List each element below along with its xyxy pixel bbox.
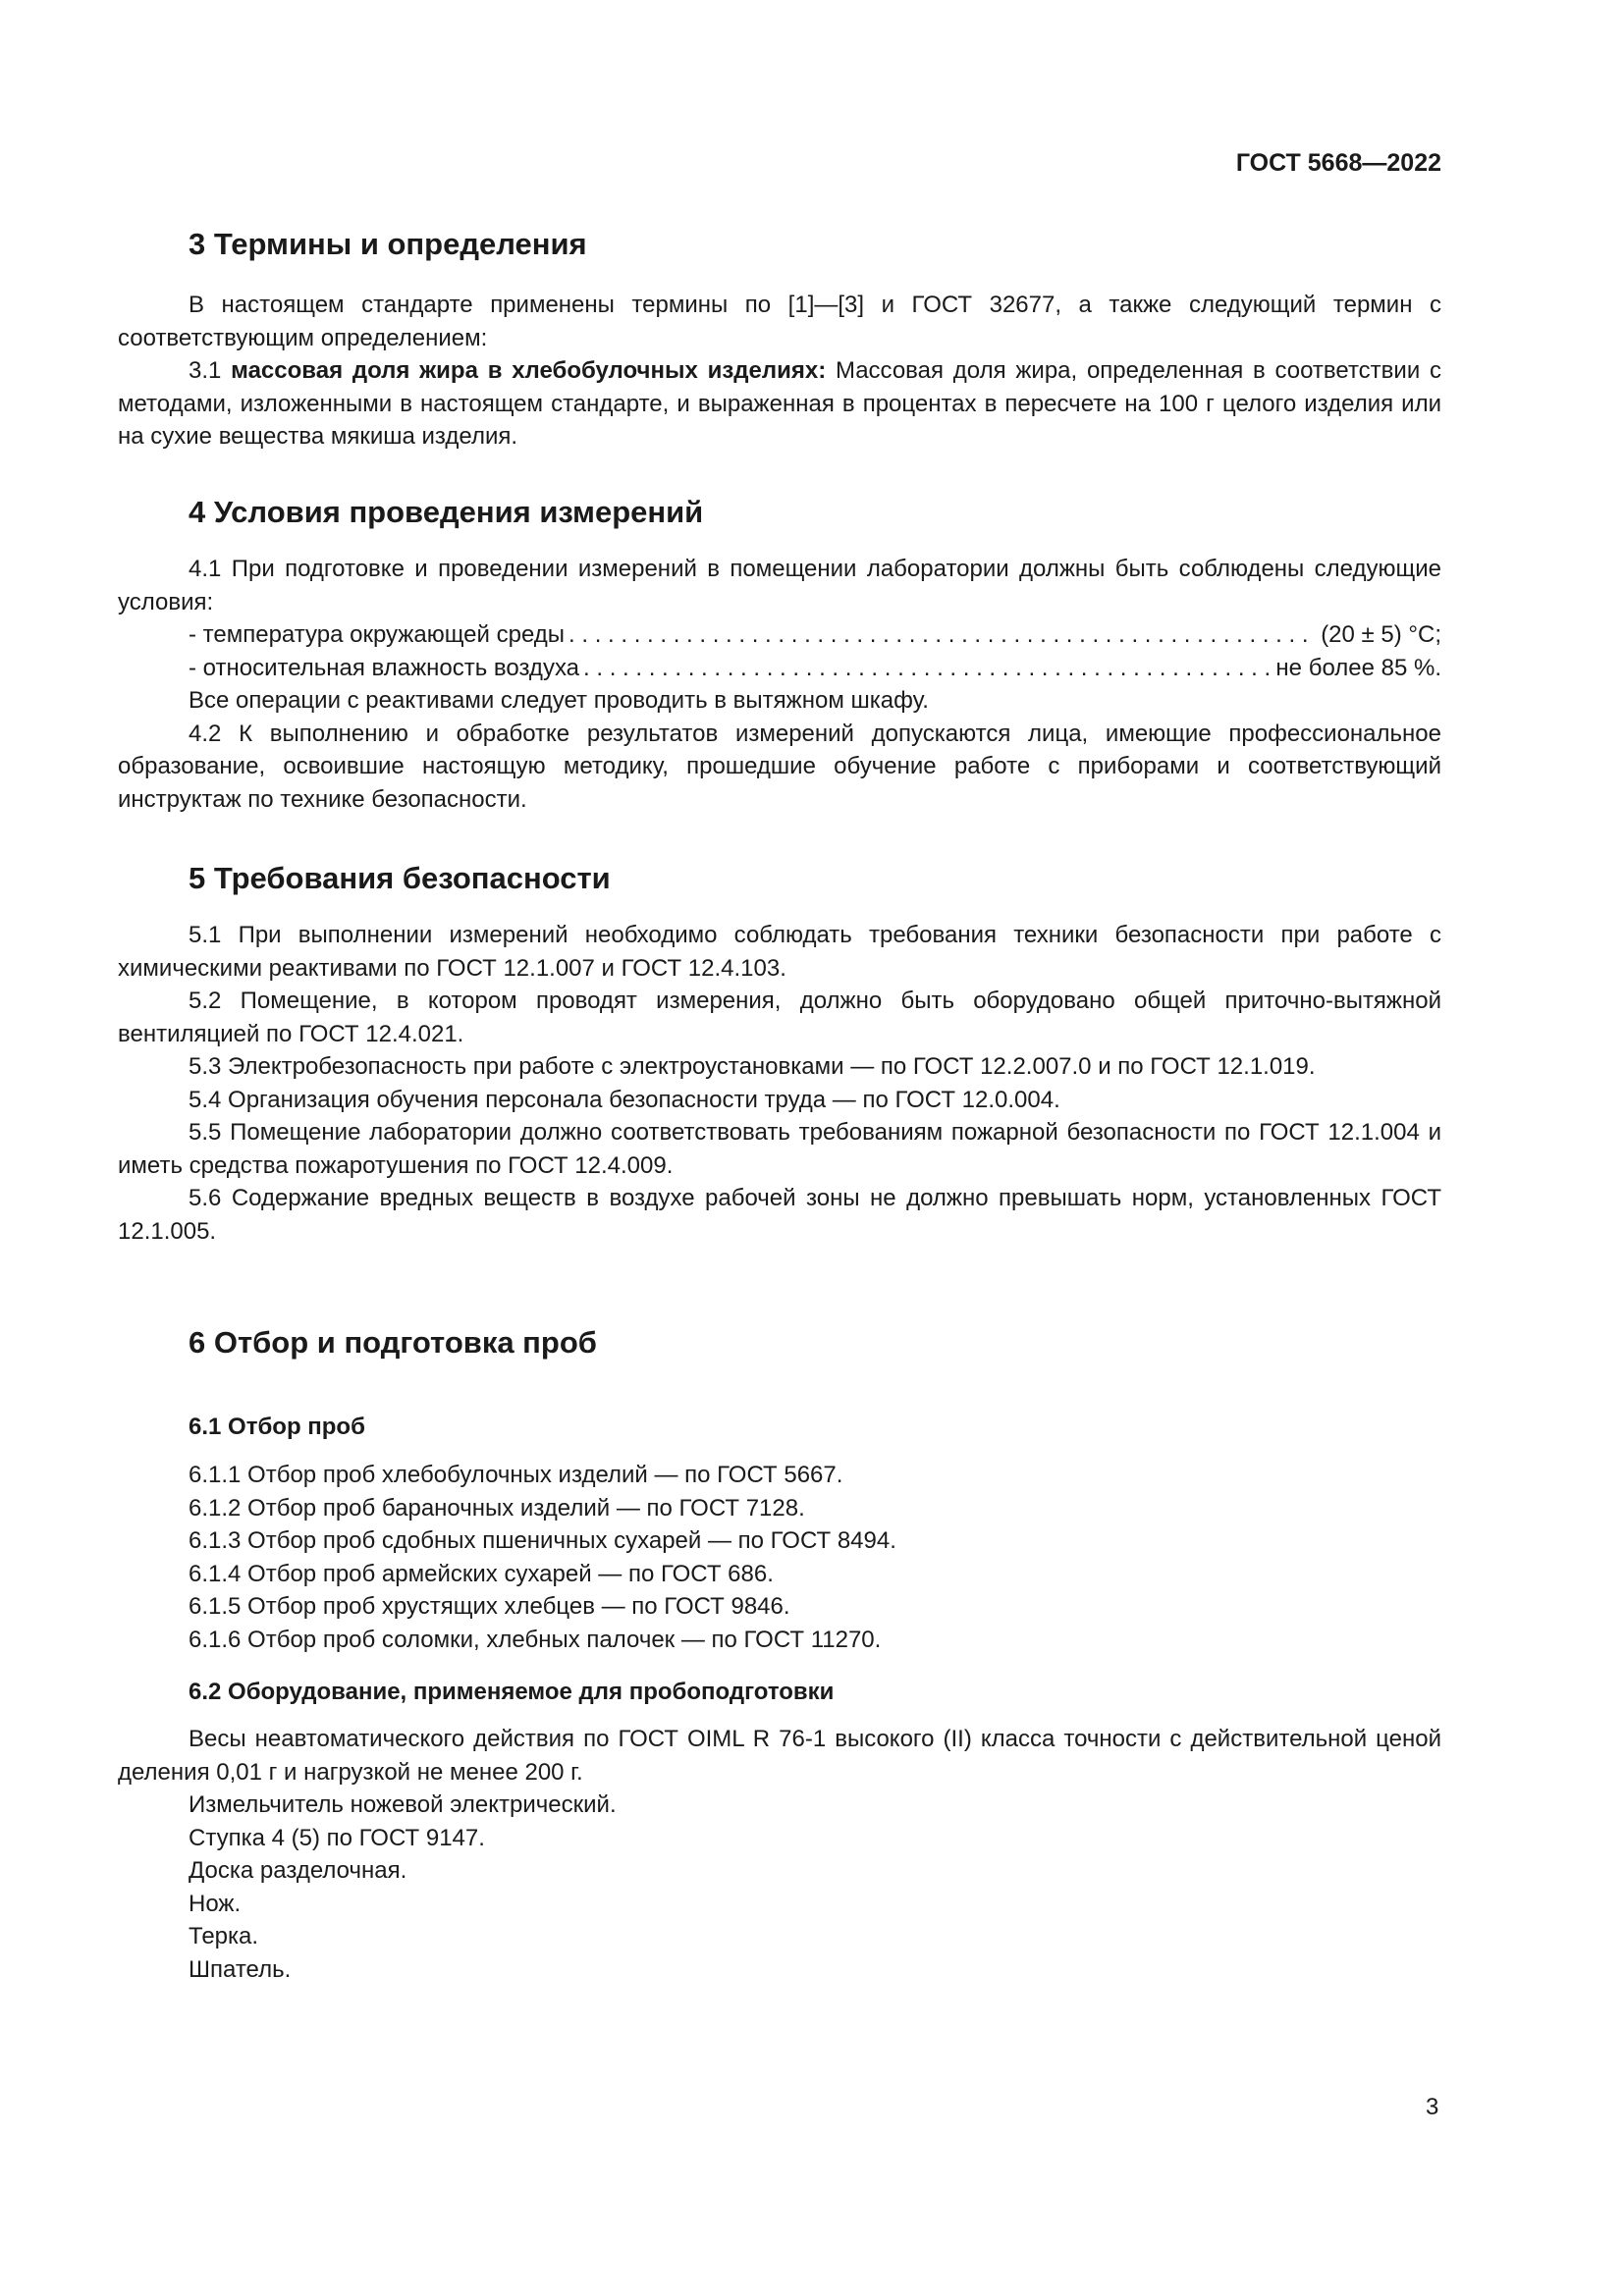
section-6-title: 6 Отбор и подготовка проб	[189, 1325, 597, 1360]
equipment-item: Шпатель.	[189, 1955, 292, 1983]
definition: Массовая доля жира, определенная в соответствии с методами, изложенными в настоящем стандарте, и выраженная в процентах в пересчете на 100 г целого изделия или на сухие вещества мякиша изделия.	[118, 357, 1442, 450]
definition-3-1	[118, 354, 1441, 454]
subsection-6-2-title: 6.2 Оборудование, применяемое для пробоподготовки	[189, 1679, 835, 1705]
clause: 6.1.5 Отбор проб хрустящих хлебцев — по ГОСТ 9846.	[189, 1593, 790, 1620]
clause: 6.1.1 Отбор проб хлебобулочных изделий — по ГОСТ 5667.	[189, 1462, 843, 1488]
section-3-title: 3 Термины и определения	[189, 227, 587, 261]
paragraph: 4.1 При подготовке и проведении измерений в помещении лаборатории должны быть соблюдены следующие условия:	[118, 556, 1441, 615]
clause: 6.1.4 Отбор проб армейских сухарей — по ГОСТ 686.	[189, 1560, 774, 1587]
clause: 5.6 Содержание вредных веществ в воздухе рабочей зоны не должно превышать норм, установленных ГОСТ 12.1.005.	[118, 1185, 1441, 1245]
term: массовая доля жира в хлебобулочных изделиях:	[231, 357, 827, 384]
condition-label: - относительная влажность воздуха	[189, 654, 580, 681]
paragraph: В настоящем стандарте применены термины по [1]—[3] и ГОСТ 32677, а также следующий термин с соответствующим определением:	[118, 292, 1441, 351]
clause: 5.2 Помещение, в котором проводят измерения, должно быть оборудовано общей приточно-вытяжной вентиляцией по ГОСТ 12.4.021.	[118, 988, 1441, 1047]
equipment-item: Нож.	[189, 1890, 242, 1917]
section-3-body	[118, 289, 1441, 454]
section-4-title: 4 Условия проведения измерений	[189, 495, 704, 529]
clause: 6.1.6 Отбор проб соломки, хлебных палочек — по ГОСТ 11270.	[189, 1626, 882, 1653]
subsection-6-1-body	[118, 1459, 1441, 1656]
clause: 6.1.3 Отбор проб сдобных пшеничных сухарей — по ГОСТ 8494.	[189, 1527, 896, 1554]
section-5-title: 5 Требования безопасности	[189, 861, 611, 895]
clause: 5.4 Организация обучения персонала безопасности труда — по ГОСТ 12.0.004.	[189, 1086, 1060, 1113]
clause: 5.5 Помещение лаборатории должно соответствовать требованиям пожарной безопасности по ГОСТ 12.1.004 и иметь средства пожаротушения по ГОСТ 12.4.009.	[118, 1119, 1441, 1179]
condition-label: - температура окружающей среды	[189, 621, 566, 648]
subsection-6-1-title: 6.1 Отбор проб	[189, 1414, 365, 1440]
equipment-item: Терка.	[189, 1923, 259, 1949]
page-number: 3	[1426, 2094, 1439, 2120]
clause-number: 3.1	[189, 357, 232, 384]
equipment-item: Измельчитель ножевой электрический.	[189, 1791, 617, 1818]
dot-leader	[583, 652, 1272, 685]
condition-value: (20 ± 5) °С;	[1321, 621, 1441, 648]
condition-humidity	[118, 652, 1441, 685]
section-4-body	[118, 553, 1441, 816]
paragraph: Все операции с реактивами следует проводить в вытяжном шкафу.	[189, 687, 929, 714]
equipment-item: Весы неавтоматического действия по ГОСТ OIML R 76-1 высокого (II) класса точности с действительной ценой деления 0,01 г и нагрузкой не менее 200 г.	[118, 1726, 1441, 1786]
paragraph: 4.2 К выполнению и обработке результатов измерений допускаются лица, имеющие профессиональное образование, освоившие настоящую методику, прошедшие обучение работе с приборами и соответствующий инструктаж по технике безопасности.	[118, 720, 1441, 813]
document-header: ГОСТ 5668—2022	[1235, 149, 1441, 177]
subsection-6-2-body	[118, 1723, 1441, 1986]
clause: 5.3 Электробезопасность при работе с электроустановками — по ГОСТ 12.2.007.0 и по ГОСТ 12.1.019.	[189, 1053, 1316, 1080]
equipment-item: Ступка 4 (5) по ГОСТ 9147.	[189, 1824, 485, 1851]
equipment-item: Доска разделочная.	[189, 1857, 407, 1884]
dot-leader	[568, 618, 1317, 652]
clause: 6.1.2 Отбор проб бараночных изделий — по ГОСТ 7128.	[189, 1494, 805, 1522]
clause: 5.1 При выполнении измерений необходимо соблюдать требования техники безопасности при работе с химическими реактивами по ГОСТ 12.1.007 и ГОСТ 12.4.103.	[118, 922, 1441, 982]
condition-value: не более 85 %.	[1275, 654, 1441, 681]
condition-temperature	[118, 618, 1441, 652]
section-5-body	[118, 919, 1441, 1248]
